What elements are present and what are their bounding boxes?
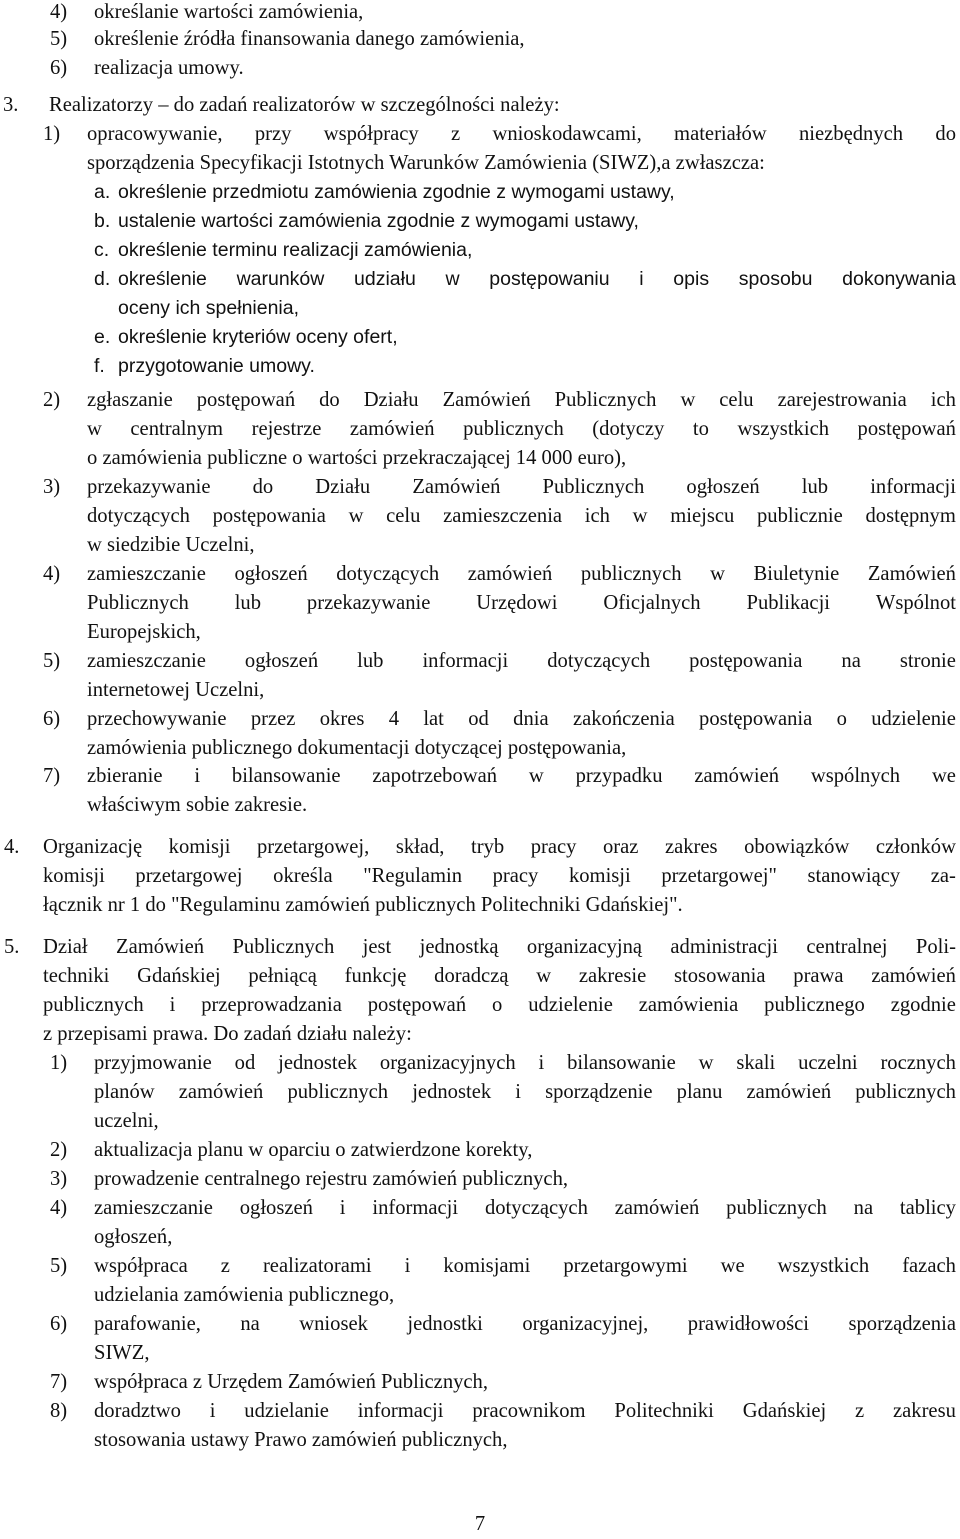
- list-marker: 3.: [3, 94, 19, 116]
- text-line-justified: [43, 862, 956, 891]
- word: zakresu: [893, 1400, 956, 1422]
- word: informacji: [357, 1400, 444, 1422]
- word: dostępnym: [865, 505, 956, 527]
- word: pełniącą: [248, 965, 317, 987]
- word: w: [348, 505, 364, 527]
- text-line: właściwym sobie zakresie.: [87, 794, 308, 816]
- word: publicznych: [855, 1081, 956, 1103]
- word: realizatorami: [262, 1255, 372, 1277]
- word: zamówień: [349, 418, 435, 440]
- word: Wspólnot: [875, 592, 956, 614]
- word: publicznego: [764, 994, 865, 1016]
- word: Gdańskiej: [137, 965, 221, 987]
- word: przekazywanie: [306, 592, 431, 614]
- word: zgłaszanie: [87, 389, 173, 411]
- text-line: ogłoszeń,: [94, 1226, 173, 1248]
- text-line-justified: [94, 1397, 956, 1426]
- text-line-justified: [87, 647, 956, 676]
- text-line-justified: [87, 560, 956, 589]
- text-line-justified: [87, 386, 956, 415]
- word: ogłoszeń: [239, 1197, 313, 1219]
- word: i: [639, 268, 644, 290]
- word: centralnej: [806, 936, 888, 958]
- text-line-justified: [87, 502, 956, 531]
- word: stanowiący: [807, 865, 901, 887]
- text-line-justified: [43, 991, 956, 1020]
- word: centralnym: [130, 418, 224, 440]
- word: udzielenie: [871, 708, 956, 730]
- word: Urzędowi: [476, 592, 558, 614]
- word: Publicznych: [542, 476, 645, 498]
- list-marker: 1): [43, 123, 61, 145]
- word: Publikacji: [746, 592, 831, 614]
- word: i: [515, 1081, 521, 1103]
- list-marker: 2): [43, 389, 61, 411]
- list-marker: 6): [50, 57, 68, 79]
- word: przypadku: [575, 765, 663, 787]
- word: udzielenie: [528, 994, 613, 1016]
- word: "Regulamin: [363, 865, 462, 887]
- word: postępowania: [212, 505, 326, 527]
- text-line: sporządzenia Specyfikacji Istotnych Warunków Zamówienia (SIWZ),a zwłaszcza:: [87, 152, 765, 174]
- text-line: Europejskich,: [87, 621, 201, 643]
- text-line-justified: [43, 962, 956, 991]
- word: udziału: [354, 268, 416, 290]
- word: członków: [875, 836, 956, 858]
- word: dotyczących: [336, 563, 440, 585]
- word: Zamówień: [442, 389, 531, 411]
- word: celu: [386, 505, 421, 527]
- text-line: w siedzibie Uczelni,: [87, 534, 255, 556]
- text-line-justified: [43, 933, 956, 962]
- word: planów: [94, 1081, 155, 1103]
- word: Politechniki: [614, 1400, 714, 1422]
- word: Dział: [43, 936, 88, 958]
- text-line: SIWZ,: [94, 1342, 150, 1364]
- word: wspólnych: [810, 765, 901, 787]
- list-marker: b.: [94, 210, 111, 232]
- word: w: [528, 765, 544, 787]
- word: dotyczących: [547, 650, 651, 672]
- word: administracji: [670, 936, 778, 958]
- word: skali: [736, 1052, 776, 1074]
- word: komisji: [568, 865, 631, 887]
- list-marker: 7): [43, 765, 61, 787]
- list-marker: f.: [94, 355, 105, 377]
- page-number: 7: [474, 1513, 486, 1535]
- word: to: [692, 418, 709, 440]
- word: o: [492, 994, 503, 1016]
- text-line-justified: [87, 762, 956, 791]
- word: lub: [801, 476, 829, 498]
- text-line-justified: [87, 705, 956, 734]
- word: we: [720, 1255, 745, 1277]
- list-marker: 1): [50, 1052, 68, 1074]
- word: na: [841, 650, 861, 672]
- word: Publicznych: [554, 389, 657, 411]
- word: określenie: [118, 268, 207, 290]
- word: oraz: [603, 836, 639, 858]
- word: opracowywanie,: [87, 123, 223, 145]
- word: rejestrze: [251, 418, 322, 440]
- word: funkcję: [344, 965, 407, 987]
- word: w: [632, 505, 648, 527]
- word: wszystkich: [737, 418, 829, 440]
- text-line-justified: [94, 1310, 956, 1339]
- word: i: [538, 1052, 545, 1074]
- word: przeprowadzania: [201, 994, 342, 1016]
- word: na: [240, 1313, 260, 1335]
- word: organizacyjnej,: [522, 1313, 649, 1335]
- word: zakresie: [578, 965, 647, 987]
- list-marker: 3): [43, 476, 61, 498]
- word: bilansowanie: [231, 765, 341, 787]
- text-line: udzielania zamówienia publicznego,: [94, 1284, 395, 1306]
- word: bilansowanie: [567, 1052, 676, 1074]
- word: i: [339, 1197, 346, 1219]
- word: Oficjalnych: [603, 592, 701, 614]
- word: do: [935, 123, 956, 145]
- text-line: oceny ich spełnienia,: [118, 297, 300, 319]
- word: od: [234, 1052, 256, 1074]
- word: ogłoszeń: [234, 563, 308, 585]
- list-marker: e.: [94, 326, 111, 348]
- word: w: [445, 268, 460, 290]
- word: pracownikom: [472, 1400, 586, 1422]
- word: zarejestrowania: [777, 389, 907, 411]
- word: za-: [930, 865, 956, 887]
- word: na: [853, 1197, 874, 1219]
- word: postępowań: [196, 389, 296, 411]
- word: miejscu: [670, 505, 735, 527]
- text-line: z przepisami prawa. Do zadań działu należy:: [43, 1023, 412, 1045]
- list-marker: a.: [94, 181, 111, 203]
- word: organizacyjnych: [379, 1052, 516, 1074]
- word: przetargowej": [661, 865, 777, 887]
- word: przy: [254, 123, 292, 145]
- word: publicznych: [580, 563, 682, 585]
- word: w: [87, 418, 102, 440]
- text-line-justified: [94, 1252, 956, 1281]
- list-marker: 5): [50, 1255, 68, 1277]
- text-line: określenie terminu realizacji zamówienia,: [118, 239, 473, 261]
- word: jednostek: [412, 1081, 492, 1103]
- text-line: realizacja umowy.: [94, 57, 244, 79]
- word: ich: [930, 389, 956, 411]
- word: współpraca: [94, 1255, 188, 1277]
- word: zamieszczanie: [94, 1197, 213, 1219]
- word: zakończenia: [572, 708, 675, 730]
- word: przyjmowanie: [94, 1052, 212, 1074]
- word: informacji: [372, 1197, 459, 1219]
- list-marker: 7): [50, 1371, 68, 1393]
- word: zamówień: [614, 1197, 700, 1219]
- list-marker: 2): [50, 1139, 68, 1161]
- text-line-justified: [87, 415, 956, 444]
- list-marker: 5.: [4, 936, 20, 958]
- word: współpracy: [323, 123, 419, 145]
- word: doradztwo: [94, 1400, 181, 1422]
- word: udzielanie: [244, 1400, 329, 1422]
- word: Działu: [363, 389, 419, 411]
- word: przetargowej: [135, 865, 243, 887]
- word: postępowań: [857, 418, 956, 440]
- word: tablicy: [899, 1197, 956, 1219]
- word: przechowywanie: [87, 708, 227, 730]
- word: warunków: [236, 268, 325, 290]
- word: uczelni: [798, 1052, 858, 1074]
- word: komisji: [168, 836, 231, 858]
- list-marker: 4): [50, 1197, 68, 1219]
- word: postępowań: [367, 994, 467, 1016]
- word: i: [194, 765, 201, 787]
- word: ich: [584, 505, 610, 527]
- word: sporządzenia: [848, 1313, 956, 1335]
- word: komisji: [43, 865, 105, 887]
- word: wniosek: [299, 1313, 368, 1335]
- word: stosowania: [674, 965, 766, 987]
- word: wszystkich: [777, 1255, 870, 1277]
- text-line-justified: [43, 833, 956, 862]
- word: techniki: [43, 965, 110, 987]
- word: rocznych: [880, 1052, 956, 1074]
- text-line: ustalenie wartości zamówienia zgodnie z wymogami ustawy,: [118, 210, 639, 232]
- word: zbieranie: [87, 765, 163, 787]
- list-marker: 6): [43, 708, 61, 730]
- text-line: określanie wartości zamówienia,: [94, 1, 364, 23]
- word: obowiązków: [744, 836, 850, 858]
- word: w: [680, 389, 696, 411]
- word: zamieszczanie: [87, 650, 206, 672]
- word: zgodnie: [890, 994, 956, 1016]
- word: ogłoszeń: [244, 650, 319, 672]
- word: przetargowej,: [257, 836, 370, 858]
- word: zamówienia: [638, 994, 739, 1016]
- text-line: aktualizacja planu w oparciu o zatwierdzone korekty,: [94, 1139, 533, 1161]
- text-line: uczelni,: [94, 1110, 159, 1132]
- word: zamieszczanie: [87, 563, 206, 585]
- text-line: współpraca z Urzędem Zamówień Publicznych,: [94, 1371, 488, 1393]
- text-line-justified: [94, 1078, 956, 1107]
- word: wnioskodawcami,: [492, 123, 642, 145]
- word: (dotyczy: [592, 418, 665, 440]
- word: stronie: [899, 650, 956, 672]
- list-marker: 8): [50, 1400, 68, 1422]
- text-line-justified: [94, 1194, 956, 1223]
- word: postępowaniu: [489, 268, 610, 290]
- word: i: [404, 1255, 411, 1277]
- word: publicznych: [726, 1197, 827, 1219]
- word: okres: [319, 708, 365, 730]
- text-line: przygotowanie umowy.: [118, 355, 315, 377]
- word: Działu: [315, 476, 371, 498]
- word: lat: [423, 708, 444, 730]
- word: informacji: [870, 476, 956, 498]
- word: doradczą: [434, 965, 509, 987]
- text-line: stosowania ustawy Prawo zamówień publicznych,: [94, 1429, 508, 1451]
- word: sporządzenie: [545, 1081, 653, 1103]
- word: zamówień: [467, 563, 553, 585]
- list-marker: 6): [50, 1313, 68, 1335]
- word: skład,: [395, 836, 445, 858]
- word: i: [169, 994, 176, 1016]
- word: jednostek: [278, 1052, 358, 1074]
- text-line: prowadzenie centralnego rejestru zamówień publicznych,: [94, 1168, 569, 1190]
- word: niezbędnych: [799, 123, 904, 145]
- text-line-justified: [87, 473, 956, 502]
- text-line: o zamówienia publiczne o wartości przekraczającej 14 000 euro),: [87, 447, 627, 469]
- word: jednostki: [407, 1313, 483, 1335]
- word: Gdańskiej: [742, 1400, 827, 1422]
- word: określa: [273, 865, 333, 887]
- word: zamówień: [178, 1081, 264, 1103]
- word: w: [698, 1052, 714, 1074]
- text-line: zamówienia publicznego dokumentacji dotyczącej postępowania,: [87, 737, 627, 759]
- word: dokonywania: [842, 268, 956, 290]
- word: celu: [719, 389, 754, 411]
- text-line: określenie przedmiotu zamówienia zgodnie z wymogami ustawy,: [118, 181, 675, 203]
- word: o: [836, 708, 847, 730]
- word: postępowania: [699, 708, 813, 730]
- word: materiałów: [674, 123, 767, 145]
- word: zamówień: [746, 1081, 832, 1103]
- word: ogłoszeń: [686, 476, 760, 498]
- list-marker: 5): [43, 650, 61, 672]
- word: Zamówień: [412, 476, 501, 498]
- word: zamówień: [871, 965, 956, 987]
- list-marker: d.: [94, 268, 111, 290]
- text-line: internetowej Uczelni,: [87, 679, 265, 701]
- word: publicznych: [463, 418, 564, 440]
- word: dotyczących: [87, 505, 190, 527]
- word: pracy: [492, 865, 539, 887]
- word: Zamówień: [867, 563, 956, 585]
- text-line-justified: [118, 265, 956, 294]
- list-marker: 4): [43, 563, 61, 585]
- word: Publicznych: [87, 592, 189, 614]
- word: przetargowymi: [563, 1255, 688, 1277]
- word: lub: [357, 650, 384, 672]
- word: zamówień: [694, 765, 780, 787]
- word: Poli-: [915, 936, 956, 958]
- word: tryb: [470, 836, 505, 858]
- word: z: [855, 1400, 865, 1422]
- word: opis: [673, 268, 710, 290]
- word: Organizację: [43, 836, 143, 858]
- word: dnia: [513, 708, 549, 730]
- text-line-justified: [87, 120, 956, 149]
- word: parafowanie,: [94, 1313, 201, 1335]
- list-marker: 3): [50, 1168, 68, 1190]
- word: 4: [388, 708, 399, 730]
- word: planu: [676, 1081, 723, 1103]
- word: prawa: [793, 965, 844, 987]
- word: lub: [234, 592, 262, 614]
- word: przekazywanie: [87, 476, 211, 498]
- word: we: [931, 765, 956, 787]
- word: do: [319, 389, 340, 411]
- word: od: [468, 708, 489, 730]
- text-line: określenie źródła finansowania danego zamówienia,: [94, 28, 525, 50]
- text-line: określenie kryteriów oceny ofert,: [118, 326, 398, 348]
- word: z: [451, 123, 461, 145]
- word: pracy: [530, 836, 577, 858]
- word: zakres: [664, 836, 718, 858]
- word: publicznie: [757, 505, 843, 527]
- word: Publicznych: [232, 936, 335, 958]
- word: publicznych: [287, 1081, 389, 1103]
- word: postępowania: [689, 650, 803, 672]
- word: jednostką: [419, 936, 499, 958]
- text-line-justified: [87, 589, 956, 618]
- word: publicznych: [43, 994, 144, 1016]
- word: organizacyjną: [526, 936, 643, 958]
- word: zamieszczenia: [443, 505, 563, 527]
- word: z: [220, 1255, 230, 1277]
- word: dotyczących: [484, 1197, 588, 1219]
- text-line: łącznik nr 1 do "Regulaminu zamówień publicznych Politechniki Gdańskiej".: [43, 894, 683, 916]
- word: w: [536, 965, 552, 987]
- word: do: [252, 476, 274, 498]
- word: i: [209, 1400, 216, 1422]
- word: Zamówień: [115, 936, 205, 958]
- word: w: [710, 563, 725, 585]
- word: sposobu: [738, 268, 813, 290]
- word: zapotrzebowań: [372, 765, 498, 787]
- word: komisjami: [443, 1255, 531, 1277]
- word: prawidłowości: [687, 1313, 810, 1335]
- list-marker: 4): [50, 1, 68, 23]
- text-line-justified: [94, 1049, 956, 1078]
- text-line: Realizatorzy – do zadań realizatorów w szczególności należy:: [49, 94, 560, 116]
- list-marker: c.: [94, 239, 110, 261]
- word: informacji: [422, 650, 509, 672]
- word: Biuletynie: [753, 563, 840, 585]
- list-marker: 4.: [4, 836, 20, 858]
- word: fazach: [902, 1255, 956, 1277]
- list-marker: 5): [50, 28, 68, 50]
- word: przez: [250, 708, 296, 730]
- word: jest: [362, 936, 392, 958]
